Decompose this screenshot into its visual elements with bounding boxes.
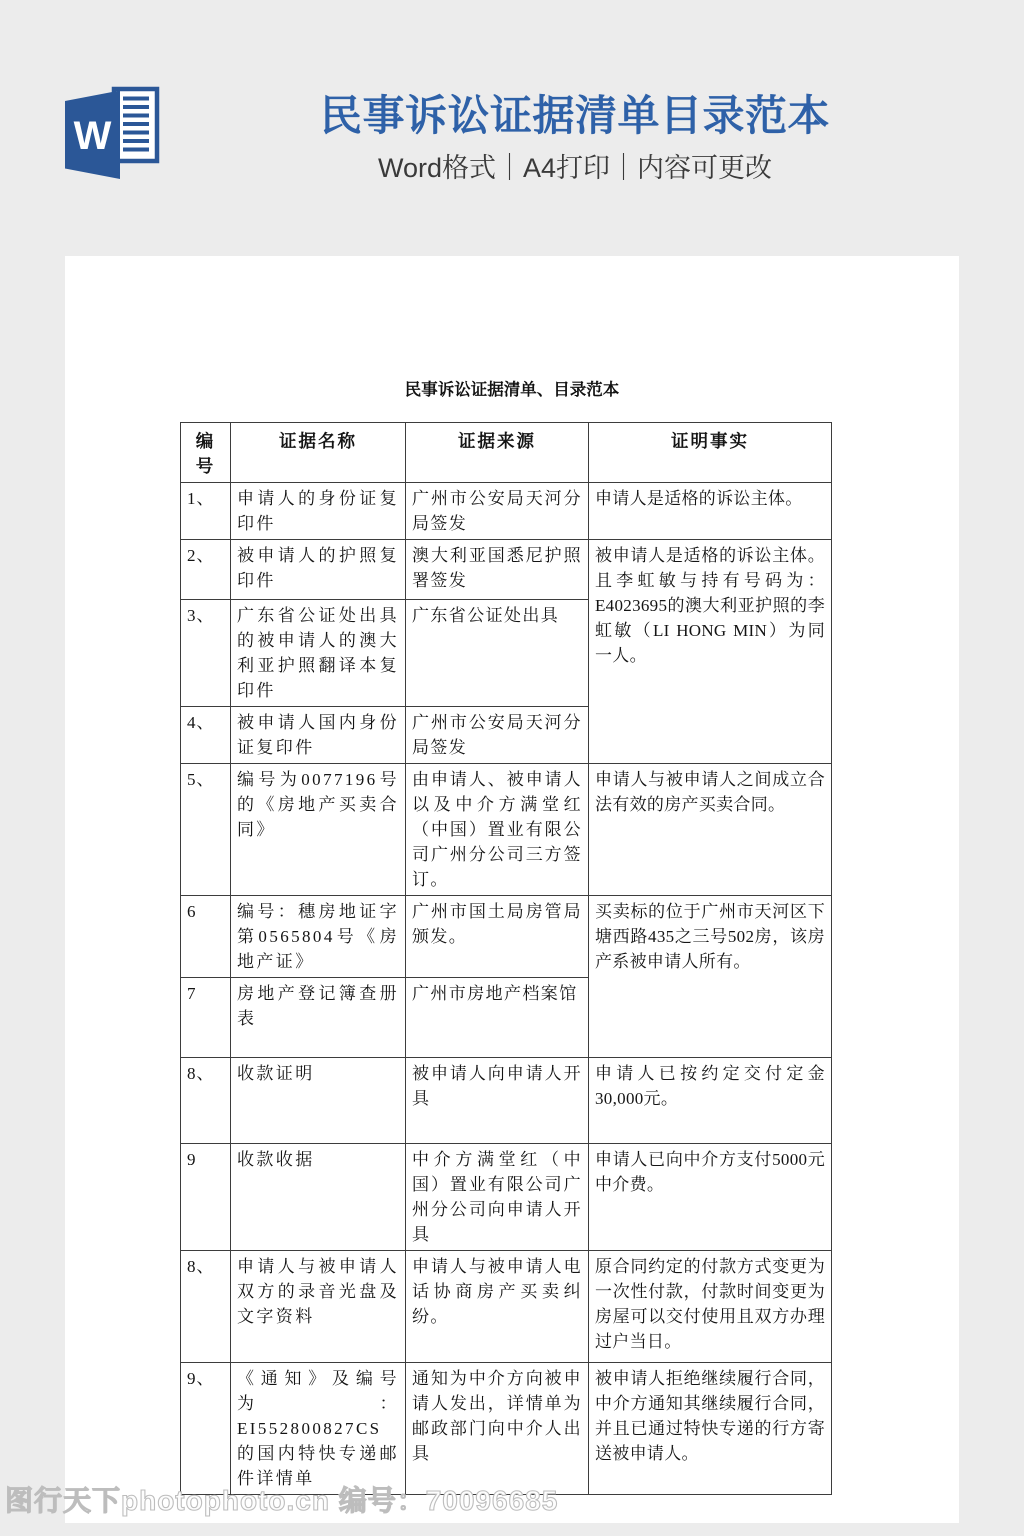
table-head <box>181 423 832 483</box>
table-row <box>181 540 832 600</box>
cell-name: 申请人的身份证复印件 <box>231 483 406 540</box>
cell-fact: 申请人已按约定交付定金30,000元。 <box>589 1058 832 1144</box>
column-header: 证据来源 <box>406 423 589 483</box>
cell-no: 9、 <box>181 1363 231 1495</box>
cell-fact: 买卖标的位于广州市天河区下塘西路435之三号502房，该房产系被申请人所有。 <box>589 896 832 1058</box>
cell-name: 收款收据 <box>231 1144 406 1251</box>
cell-name: 收款证明 <box>231 1058 406 1144</box>
cell-fact: 被申请人拒绝继续履行合同，中介方通知其继续履行合同，并且已通过特快专递的行方寄送被申请人。 <box>589 1363 832 1495</box>
cell-no: 4、 <box>181 707 231 764</box>
cell-fact: 被申请人是适格的诉讼主体。且李虹敏与持有号码为：E4023695的澳大利亚护照的李虹敏（LI HONG MIN）为同一人。 <box>589 540 832 764</box>
cell-no: 2、 <box>181 540 231 600</box>
table-row <box>181 1251 832 1363</box>
cell-no: 8、 <box>181 1058 231 1144</box>
cell-name: 被申请人国内身份证复印件 <box>231 707 406 764</box>
header <box>0 92 1024 183</box>
table-row <box>181 1363 832 1495</box>
cell-name: 编号：穗房地证字第0565804号《房地产证》 <box>231 896 406 978</box>
cell-no: 3、 <box>181 600 231 707</box>
cell-no: 7 <box>181 978 231 1058</box>
cell-name: 申请人与被申请人双方的录音光盘及文字资料 <box>231 1251 406 1363</box>
cell-source: 广州市公安局天河分局签发 <box>406 707 589 764</box>
cell-no: 6 <box>181 896 231 978</box>
cell-source: 广州市房地产档案馆 <box>406 978 589 1058</box>
cell-source: 被申请人向申请人开具 <box>406 1058 589 1144</box>
table-row <box>181 1058 832 1144</box>
cell-name: 房地产登记簿查册表 <box>231 978 406 1058</box>
cell-source: 中介方满堂红（中国）置业有限公司广州分公司向申请人开具 <box>406 1144 589 1251</box>
cell-source: 广州市公安局天河分局签发 <box>406 483 589 540</box>
cell-name: 被申请人的护照复印件 <box>231 540 406 600</box>
cell-fact: 申请人与被申请人之间成立合法有效的房产买卖合同。 <box>589 764 832 896</box>
cell-source: 通知为中介方向被申请人发出，详情单为邮政部门向中介人出具 <box>406 1363 589 1495</box>
cell-no: 5、 <box>181 764 231 896</box>
cell-name: 编号为0077196号的《房地产买卖合同》 <box>231 764 406 896</box>
document-page <box>65 256 959 1523</box>
cell-name: 《通知》及编号为：EI552800827CS 的国内特快专递邮件详情单 <box>231 1363 406 1495</box>
cell-name: 广东省公证处出具的被申请人的澳大利亚护照翻译本复印件 <box>231 600 406 707</box>
page-title: 民事诉讼证据清单目录范本 <box>319 92 830 139</box>
watermark-text: 图行天下photophoto.cn 编号：70096685 <box>5 1485 559 1516</box>
evidence-table <box>180 422 832 1495</box>
table-header-row <box>181 423 832 483</box>
table-row <box>181 896 832 978</box>
cell-no: 1、 <box>181 483 231 540</box>
table-row <box>181 1144 832 1251</box>
cell-source: 申请人与被申请人电话协商房产买卖纠纷。 <box>406 1251 589 1363</box>
cell-fact: 原合同约定的付款方式变更为一次性付款，付款时间变更为房屋可以交付使用且双方办理过户当日。 <box>589 1251 832 1363</box>
document-title: 民事诉讼证据清单、目录范本 <box>404 380 620 399</box>
word-letter: W <box>73 114 112 158</box>
page-subtitle: Word格式｜A4打印｜内容可更改 <box>377 153 773 183</box>
table-body <box>181 483 832 1495</box>
column-header: 证明事实 <box>589 423 832 483</box>
column-header: 编号 <box>181 423 231 483</box>
cell-fact: 申请人是适格的诉讼主体。 <box>589 483 832 540</box>
cell-source: 广东省公证处出具 <box>406 600 589 707</box>
cell-no: 9 <box>181 1144 231 1251</box>
column-header: 证据名称 <box>231 423 406 483</box>
table-row <box>181 764 832 896</box>
cell-no: 8、 <box>181 1251 231 1363</box>
cell-source: 由申请人、被申请人以及中介方满堂红（中国）置业有限公司广州分公司三方签订。 <box>406 764 589 896</box>
cell-source: 澳大利亚国悉尼护照署签发 <box>406 540 589 600</box>
cell-source: 广州市国土局房管局颁发。 <box>406 896 589 978</box>
cell-fact: 申请人已向中介方支付5000元中介费。 <box>589 1144 832 1251</box>
table-row <box>181 483 832 540</box>
